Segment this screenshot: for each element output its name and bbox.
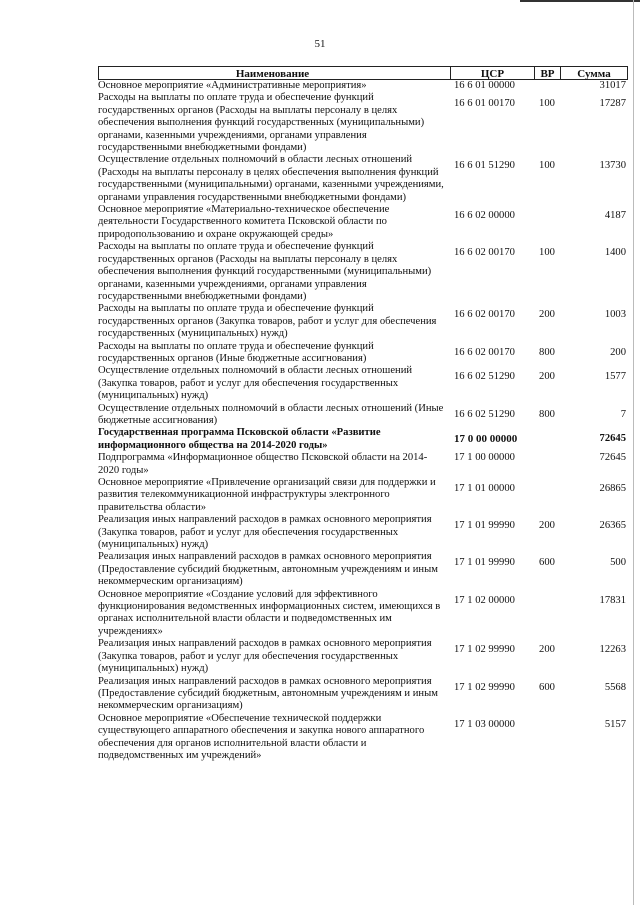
row-csr: 17 1 01 99990 <box>454 520 515 532</box>
row-vr <box>534 427 560 452</box>
header-name: Наименование <box>98 66 450 80</box>
row-csr: 17 1 00 00000 <box>454 452 515 464</box>
page-edge-line <box>633 0 634 905</box>
row-sum: 200 <box>610 346 626 358</box>
top-edge-line <box>520 0 640 2</box>
row-sum: 26365 <box>599 520 626 532</box>
row-name: Реализация иных направлений расходов в рамках основного мероприятия (Предоставление субсидий бюджетным, автономным учреждениям и иным некоммерческим организациям) <box>98 675 438 712</box>
row-csr: 16 6 01 51290 <box>454 160 515 172</box>
row-sum: 5157 <box>604 718 626 730</box>
row-vr: 200 <box>539 644 555 656</box>
row-csr: 16 6 02 51290 <box>454 371 515 383</box>
row-vr <box>534 713 560 763</box>
row-name: Основное мероприятие «Привлечение организаций связи для поддержки и развития телекоммуникационной инфраструктуры электронного правительства области» <box>98 477 436 513</box>
row-name: Расходы на выплаты по оплате труда и обеспечение функций государственных органов (Расходы на выплаты персоналу в целях обеспечения выполнения функций государственных (муниципальными) органами, казенными учреждениями, органами управления государственными внебюджетными фондами) <box>98 92 425 154</box>
row-vr: 600 <box>539 557 555 569</box>
row-name: Осуществление отдельных полномочий в области лесных отношений (Иные бюджетные ассигнования) <box>98 402 444 426</box>
table-row <box>98 589 628 639</box>
table-row <box>98 403 628 428</box>
row-name: Расходы на выплаты по оплате труда и обеспечение функций государственных органов (Расходы на выплаты персоналу в целях обеспечения выполнения функций государственными (муниципальными) органами, казенными учреждениями, органами управления государственными внебюджетными фондами) <box>98 241 432 302</box>
row-csr: 16 6 02 51290 <box>454 408 515 420</box>
page-number: 51 <box>314 38 326 50</box>
row-name: Основное мероприятие «Создание условий для эффективного функционирования ведомственных информационных систем, имеющихся в органах исполнительной власти области и подведомственных им учреждениях» <box>98 588 441 637</box>
table-row <box>98 713 628 763</box>
row-sum: 72645 <box>599 452 626 464</box>
row-vr: 200 <box>539 520 555 532</box>
row-sum: 13730 <box>599 160 626 172</box>
table-row <box>98 365 628 402</box>
row-name: Основное мероприятие «Обеспечение технической поддержки существующего аппаратного обеспечения и закупка нового аппаратного обеспечения для органов исполнительной власти области и подведомственных им учреждений» <box>98 712 425 761</box>
row-name: Реализация иных направлений расходов в рамках основного мероприятия (Предоставление субсидий бюджетным, автономным учреждениям и иным некоммерческим организациям) <box>98 551 438 588</box>
row-name: Реализация иных направлений расходов в рамках основного мероприятия (Закупка товаров, работ и услуг для обеспечения государственных (муниципальных) нужд) <box>98 514 432 551</box>
header-vr: ВР <box>534 66 560 80</box>
row-vr <box>534 589 560 639</box>
row-name: Государственная программа Псковской области «Развитие информационного общества на 2014-2020 годы» <box>98 427 381 451</box>
table-row <box>98 241 628 303</box>
row-sum: 17831 <box>599 594 626 606</box>
row-name: Реализация иных направлений расходов в рамках основного мероприятия (Закупка товаров, работ и услуг для обеспечения государственных (муниципальных) нужд) <box>98 638 432 675</box>
row-csr: 16 6 02 00170 <box>454 247 515 259</box>
row-csr: 16 6 01 00000 <box>454 80 515 91</box>
row-vr: 200 <box>539 309 555 321</box>
table-row <box>98 551 628 588</box>
row-sum: 4187 <box>604 210 626 222</box>
row-name: Расходы на выплаты по оплате труда и обеспечение функций государственных органов (Закупка товаров, работ и услуг для обеспечения государственных (муниципальных) нужд) <box>98 303 437 340</box>
row-sum: 26865 <box>599 483 626 494</box>
row-sum: 1577 <box>604 371 626 383</box>
row-sum: 17287 <box>599 98 626 110</box>
row-vr: 600 <box>539 681 555 693</box>
table-row <box>98 477 628 514</box>
table-row <box>98 638 628 675</box>
row-csr: 16 6 02 00170 <box>454 309 515 321</box>
row-name: Подпрограмма «Информационное общество Псковской области на 2014-2020 годы» <box>98 452 428 476</box>
row-name: Осуществление отдельных полномочий в области лесных отношений (Закупка товаров, работ и услуг для обеспечения государственных (муниципальных) нужд) <box>98 365 413 402</box>
row-csr: 17 1 01 00000 <box>454 483 515 494</box>
budget-table <box>98 66 628 762</box>
row-csr: 17 1 02 99990 <box>454 681 515 693</box>
row-sum: 7 <box>620 408 626 420</box>
row-name: Основное мероприятие «Административные мероприятия» <box>98 80 367 91</box>
row-sum: 72645 <box>599 433 626 445</box>
table-row <box>98 204 628 241</box>
row-csr: 17 1 02 99990 <box>454 644 515 656</box>
row-vr <box>534 477 560 514</box>
table-row <box>98 303 628 340</box>
row-csr: 17 0 00 00000 <box>454 433 518 446</box>
table-body <box>98 80 628 762</box>
row-sum: 31017 <box>599 80 626 91</box>
row-vr: 800 <box>539 408 555 420</box>
row-csr: 17 1 02 00000 <box>454 594 515 606</box>
table-row <box>98 92 628 154</box>
row-sum: 12263 <box>599 644 626 656</box>
row-vr: 100 <box>539 247 555 259</box>
table-row <box>98 676 628 713</box>
header-csr: ЦСР <box>450 66 534 80</box>
row-csr: 16 6 02 00000 <box>454 210 515 222</box>
table-row <box>98 514 628 551</box>
row-csr: 17 1 01 99990 <box>454 557 515 569</box>
header-sum: Сумма <box>560 66 628 80</box>
table-row <box>98 154 628 204</box>
row-vr: 100 <box>539 98 555 110</box>
row-vr: 800 <box>539 346 555 358</box>
row-csr: 16 6 01 00170 <box>454 98 515 110</box>
row-vr <box>534 204 560 241</box>
row-csr: 17 1 03 00000 <box>454 718 515 730</box>
row-name: Осуществление отдельных полномочий в области лесных отношений (Расходы на выплаты персоналу в целях обеспечения выполнения функций государственными (муниципальными) органами, казенными учреждениями, органами управления государственными внебюджетными фондами) <box>98 154 444 203</box>
row-csr: 16 6 02 00170 <box>454 346 515 358</box>
row-vr <box>534 452 560 477</box>
row-vr: 200 <box>539 371 555 383</box>
row-sum: 1400 <box>604 247 626 259</box>
row-name: Расходы на выплаты по оплате труда и обеспечение функций государственных органов (Иные бюджетные ассигнования) <box>98 340 374 364</box>
row-vr: 100 <box>539 160 555 172</box>
row-sum: 1003 <box>604 309 626 321</box>
row-vr <box>534 80 560 92</box>
table-row <box>98 427 628 452</box>
row-sum: 500 <box>610 557 626 569</box>
row-name: Основное мероприятие «Материально-техническое обеспечение деятельности Государственного комитета Псковской области по природопользованию и охране окружающей среды» <box>98 204 390 240</box>
table-row <box>98 341 628 366</box>
table-header <box>98 66 628 80</box>
row-sum: 5568 <box>604 681 626 693</box>
table-row <box>98 80 628 92</box>
table-row <box>98 452 628 477</box>
